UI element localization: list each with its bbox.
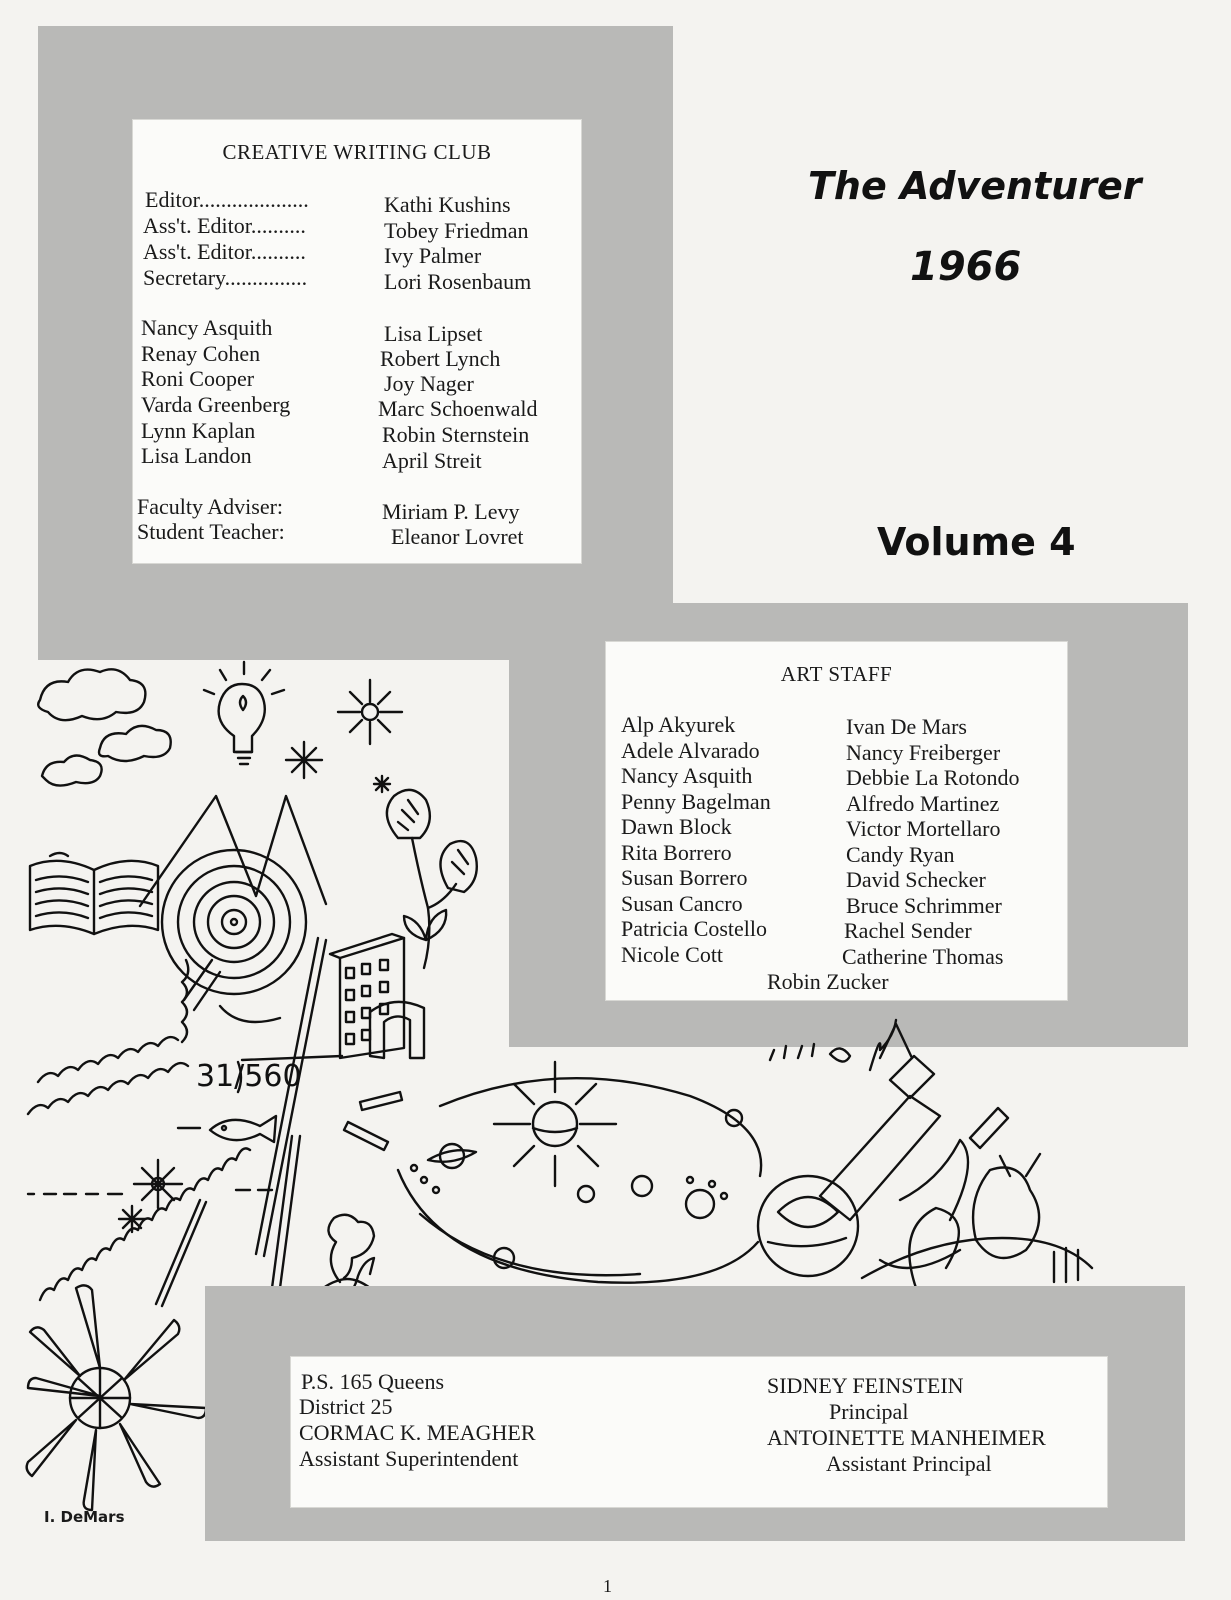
member-name: Joy Nager <box>384 371 474 396</box>
art-staff-name: Debbie La Rotondo <box>846 765 1020 790</box>
art-staff-name: Candy Ryan <box>846 842 955 867</box>
member-name: Robin Sternstein <box>382 422 530 447</box>
wave-lines-icon <box>28 960 272 1300</box>
adviser-name: Eleanor Lovret <box>391 524 524 549</box>
officer-name: Ivy Palmer <box>384 243 482 268</box>
member-name: Varda Greenberg <box>141 392 291 417</box>
member-name: Lisa Landon <box>141 443 252 468</box>
starburst-icon <box>27 1285 206 1510</box>
superintendent-name: CORMAC K. MEAGHER <box>299 1420 536 1445</box>
member-name: Lynn Kaplan <box>141 418 256 443</box>
volume-label: Volume 4 <box>877 520 1076 564</box>
art-staff-name: Rachel Sender <box>844 918 972 943</box>
art-staff-heading: ART STAFF <box>780 662 893 686</box>
adviser-name: Miriam P. Levy <box>382 499 520 524</box>
officer-role: Ass't. Editor.......... <box>143 239 306 264</box>
fish-icon <box>178 1116 276 1142</box>
art-staff-name: Susan Borrero <box>621 865 748 890</box>
art-staff-name: Rita Borrero <box>621 840 732 865</box>
art-staff-name: David Schecker <box>846 867 986 892</box>
art-staff-name: Catherine Thomas <box>842 944 1004 969</box>
member-name: Roni Cooper <box>141 366 255 391</box>
art-staff-name: Patricia Costello <box>621 916 768 941</box>
adviser-role: Student Teacher: <box>137 519 285 544</box>
principal-title: Principal <box>829 1399 909 1424</box>
art-staff-name: Bruce Schrimmer <box>846 893 1002 918</box>
officer-name: Lori Rosenbaum <box>384 269 532 294</box>
art-staff-name: Ivan De Mars <box>846 714 967 739</box>
member-name: Nancy Asquith <box>141 315 273 340</box>
member-name: April Streit <box>382 448 482 473</box>
superintendent-title: Assistant Superintendent <box>299 1446 519 1471</box>
writing-club-heading: CREATIVE WRITING CLUB <box>222 140 492 164</box>
school-panel <box>291 1357 1107 1507</box>
principal-name: SIDNEY FEINSTEIN <box>767 1373 964 1398</box>
magazine-year: 1966 <box>910 244 1022 290</box>
member-name: Lisa Lipset <box>384 321 483 346</box>
art-staff-name: Adele Alvarado <box>621 738 760 763</box>
magazine-title: The Adventurer <box>808 164 1142 208</box>
adviser-role: Faculty Adviser: <box>137 494 284 519</box>
assistant-principal-name: ANTOINETTE MANHEIMER <box>767 1425 1046 1450</box>
art-staff-name: Alfredo Martinez <box>846 791 1000 816</box>
member-name: Renay Cohen <box>141 341 261 366</box>
flower-icon <box>387 790 477 968</box>
member-name: Marc Schoenwald <box>378 396 538 421</box>
school-name: P.S. 165 Queens <box>301 1369 445 1394</box>
art-staff-name: Nancy Asquith <box>621 763 753 788</box>
officer-role: Secretary............... <box>143 265 308 290</box>
art-staff-name: Dawn Block <box>621 814 732 839</box>
lightbulb-icon <box>204 662 284 764</box>
art-staff-name: Alp Akyurek <box>621 712 736 737</box>
art-staff-name: Nicole Cott <box>621 942 724 967</box>
sparkle-icon <box>119 680 402 1232</box>
target-icon <box>140 796 326 1022</box>
book-icon <box>30 853 158 934</box>
microscope-icon <box>758 1020 1092 1288</box>
officer-role: Editor.................... <box>145 187 309 212</box>
officer-role: Ass't. Editor.......... <box>143 213 306 238</box>
member-name: Robert Lynch <box>380 346 501 371</box>
officer-name: Tobey Friedman <box>384 218 529 243</box>
artist-signature: I. DeMars <box>44 1508 125 1526</box>
art-staff-name: Susan Cancro <box>621 891 743 916</box>
art-staff-name: Penny Bagelman <box>621 789 771 814</box>
art-staff-name: Victor Mortellaro <box>846 816 1001 841</box>
school-district: District 25 <box>299 1394 393 1419</box>
building-icon <box>330 934 424 1058</box>
cloud-icon <box>38 669 171 785</box>
page-number: 1 <box>603 1576 612 1596</box>
assistant-principal-title: Assistant Principal <box>826 1451 992 1476</box>
officer-name: Kathi Kushins <box>384 192 511 217</box>
art-staff-name: Nancy Freiberger <box>846 740 1001 765</box>
solar-system-icon <box>344 1062 761 1316</box>
art-staff-name: Robin Zucker <box>767 969 889 994</box>
division-problem: 31/560 <box>196 1059 302 1094</box>
